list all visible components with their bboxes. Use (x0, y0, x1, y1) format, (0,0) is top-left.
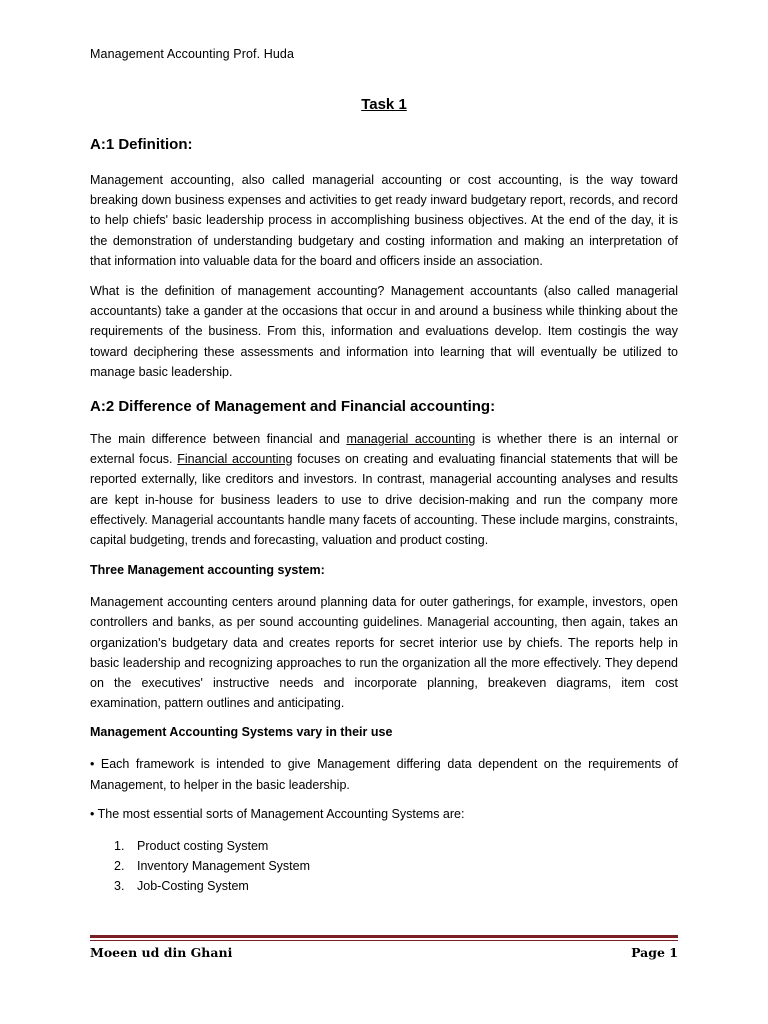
page-number: Page 1 (631, 945, 678, 960)
subheading-three-systems: Three Management accounting system: (90, 563, 325, 578)
paragraph-difference (90, 429, 678, 550)
managerial-accounting-link[interactable]: managerial accounting (346, 432, 476, 447)
paragraph-definition-question: What is the definition of management accounting? Management accountants (also called managerial accountants) take a gander at the occasions that occur in and around a business while thinking about the requirements of the business. From this, information and evaluations develop. Item costingis the way toward deciphering these assessments and information into learning that will eventually be utilized to manage basic leadership. (90, 284, 678, 379)
list-number: 2. (114, 859, 125, 874)
list-item-label: Inventory Management System (137, 859, 310, 874)
list-item (90, 856, 678, 876)
section-heading-definition: A:1 Definition: (90, 136, 193, 153)
bullet-essential-sorts: • The most essential sorts of Management Accounting Systems are: (90, 806, 465, 821)
paragraph-definition: Management accounting, also called managerial accounting or cost accounting, is the way toward breaking down business expenses and activities to get ready inward budgetary report, records, and record to help chiefs' basic leadership process in accomplishing business objectives. At the end of the day, it is the demonstration of understanding budgetary and costing information and making an interpretation of that information into valuable data for the board and officers inside an association. (90, 173, 678, 268)
task-title: Task 1 (361, 96, 407, 113)
list-item-label: Product costing System (137, 839, 269, 854)
financial-accounting-link[interactable]: Financial accounting (177, 452, 293, 467)
paragraph-text: focuses on creating and evaluating financial statements that will be reported externally, like creditors and investors. In contrast, managerial accounting analyses and results are kept in-house for business leaders to use to drive decision-making and run the company more effectively. Managerial accountants handle many facets of accounting. These include margins, constraints, capital budgeting, trends and forecasting, valuation and product costing. (90, 452, 678, 548)
bullet-framework: • Each framework is intended to give Management differing data dependent on the requirements of Management, to helper in the basic leadership. (90, 757, 678, 792)
footer-rule (90, 935, 678, 938)
list-number: 3. (114, 879, 125, 894)
page-header: Management Accounting Prof. Huda (90, 47, 295, 61)
document-body (90, 136, 678, 896)
footer-author: Moeen ud din Ghani (90, 945, 233, 960)
systems-list (90, 836, 678, 896)
paragraph-text: is whether there is an internal or external focus. (90, 432, 679, 467)
section-heading-difference: A:2 Difference of Management and Financial accounting: (90, 398, 496, 416)
list-item (90, 836, 678, 856)
list-item (90, 876, 678, 896)
list-item-label: Job-Costing System (137, 879, 249, 894)
list-number: 1. (114, 839, 125, 854)
paragraph-text: The main difference between financial and (90, 432, 347, 447)
footer-rule-thin (90, 940, 678, 941)
paragraph-systems: Management accounting centers around planning data for outer gatherings, for example, investors, open controllers and banks, as per sound accounting guidelines. Managerial accounting, then again, takes an organization's budgetary data and creates reports for secret interior use by chiefs. The reports help in basic leadership and recognizing approaches to run the organization all the more effectively. They depend on the executives' instructive needs and incorporate planning, breakeven diagrams, item cost examination, pattern outlines and anticipating. (90, 595, 678, 711)
subheading-systems-vary: Management Accounting Systems vary in their use (90, 725, 393, 740)
